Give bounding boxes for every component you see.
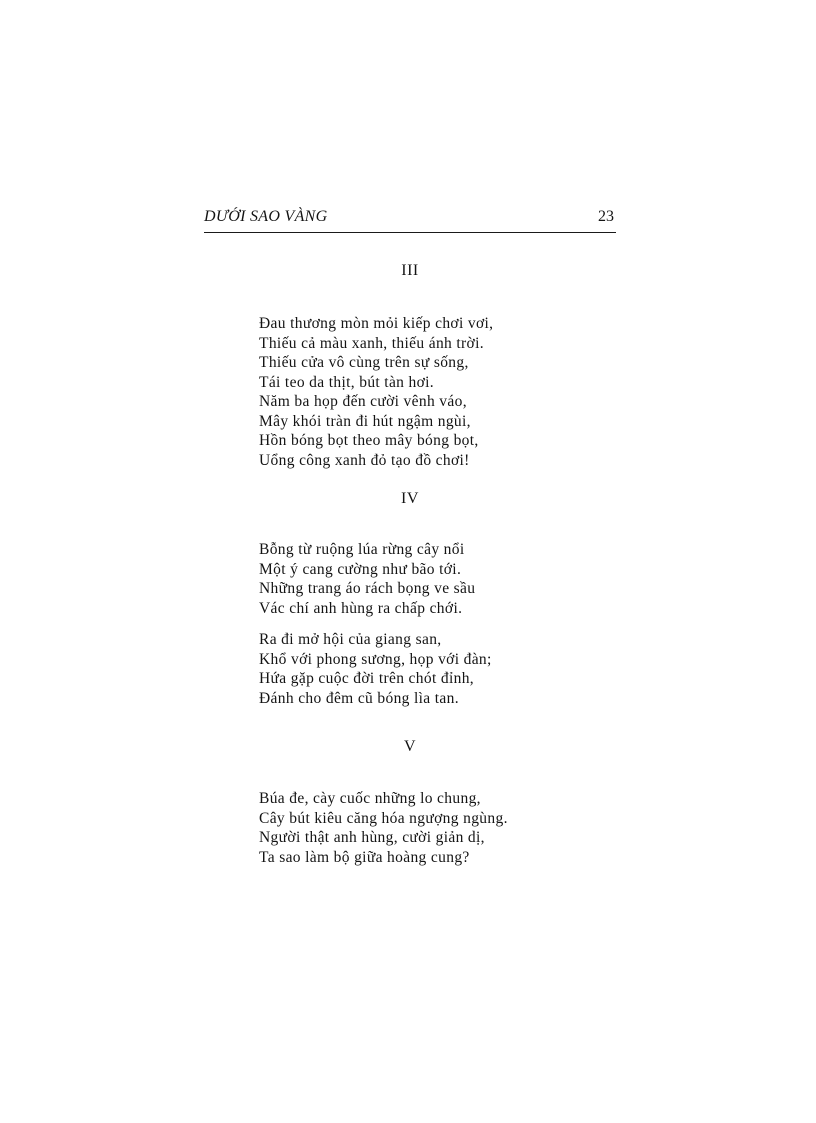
section-number-iv: IV [401, 490, 419, 507]
poem-line: Búa đe, cày cuốc những lo chung, [259, 790, 481, 807]
stanza [259, 789, 508, 867]
section-number-iii: III [401, 262, 419, 279]
poem-line: Ta sao làm bộ giữa hoàng cung? [259, 848, 470, 866]
poem-line: Uổng công xanh đỏ tạo đồ chơi! [259, 451, 470, 469]
poem-line: Những trang áo rách bọng ve sầu [259, 580, 476, 597]
stanza [259, 540, 475, 618]
poem-line: Bỗng từ ruộng lúa rừng cây nổi [259, 541, 465, 558]
poem-line: Hứa gặp cuộc đời trên chót đỉnh, [259, 670, 475, 687]
poem-line: Vác chí anh hùng ra chấp chới. [259, 599, 463, 617]
poem-line: Thiếu cả màu xanh, thiếu ánh trời. [259, 334, 484, 352]
running-header [204, 206, 616, 233]
poem-line: Người thật anh hùng, cười giản dị, [259, 829, 485, 846]
poem-line: Năm ba họp đến cười vênh váo, [259, 393, 467, 410]
poem-line: Mây khói tràn đi hút ngậm ngùi, [259, 412, 471, 430]
poem-line: Ra đi mở hội của giang san, [259, 631, 442, 648]
running-header-title: DƯỚI SAO VÀNG [204, 208, 328, 225]
poem-line: Khổ với phong sương, họp với đàn; [259, 650, 492, 668]
poem-line: Cây bút kiêu căng hóa ngượng ngùng. [259, 809, 508, 827]
poem-line: Đau thương mòn mỏi kiếp chơi vơi, [259, 315, 494, 332]
poem-line: Thiếu cửa vô cùng trên sự sống, [259, 354, 469, 371]
page-number: 23 [598, 208, 614, 225]
poem-line: Tái teo da thịt, bút tàn hơi. [259, 373, 435, 391]
section-number-v: V [403, 738, 417, 755]
poem-line: Hồn bóng bọt theo mây bóng bọt, [259, 432, 479, 449]
poem-line: Một ý cang cường như bão tới. [259, 560, 462, 578]
poem-line: Đánh cho đêm cũ bóng lìa tan. [259, 689, 459, 707]
stanza [259, 630, 492, 708]
stanza [259, 314, 493, 470]
